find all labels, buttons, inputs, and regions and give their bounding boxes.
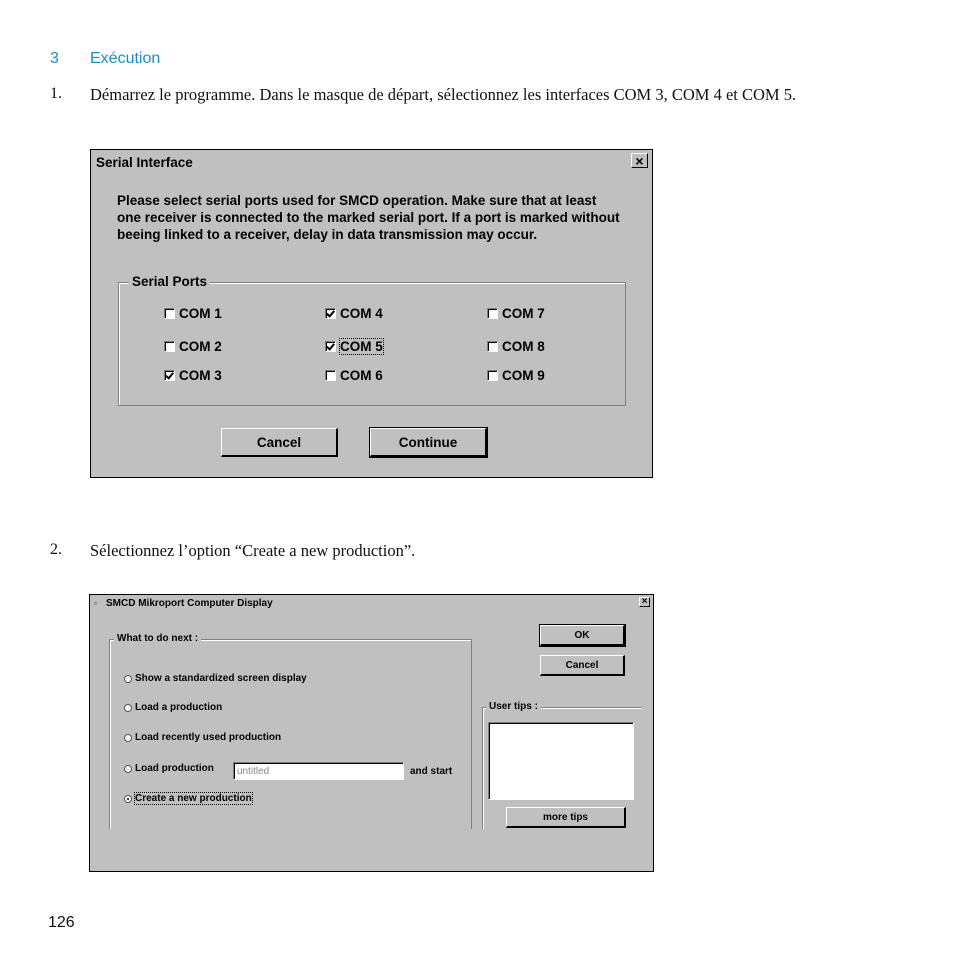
radio-label: Create a new production xyxy=(135,793,252,804)
dialog-title: SMCD Mikroport Computer Display xyxy=(106,597,273,609)
smcd-dialog xyxy=(89,594,654,872)
checkbox-label: COM 1 xyxy=(179,306,222,321)
step-text-2: Sélectionnez l’option “Create a new production”. xyxy=(90,541,416,560)
checkbox-label: COM 9 xyxy=(502,368,545,383)
step-number-1: 1. xyxy=(50,85,62,102)
dialog-message: Please select serial ports used for SMCD operation. Make sure that at least one receiver is connected to the marked serial port. If a port is marked without beeing linked to a receiver, delay in data transmission may occur. xyxy=(117,193,620,242)
radio-dot xyxy=(124,734,132,742)
radio-dot xyxy=(124,704,132,712)
checkbox-box xyxy=(164,308,175,319)
checkbox-label: COM 3 xyxy=(179,368,222,383)
close-icon: × xyxy=(641,596,648,607)
com-9-checkbox[interactable] xyxy=(487,368,545,383)
com-5-checkbox[interactable] xyxy=(325,339,383,354)
checkbox-box xyxy=(487,308,498,319)
page-number: 126 xyxy=(48,914,75,931)
close-icon: × xyxy=(635,152,644,169)
radio-load-production[interactable] xyxy=(124,702,222,713)
radio-load-recent-production[interactable] xyxy=(124,732,281,743)
checkbox-checked-icon xyxy=(164,370,175,381)
serial-interface-dialog xyxy=(90,149,653,478)
dialog-title-bar xyxy=(93,152,650,172)
close-button[interactable] xyxy=(639,597,650,607)
user-tips-label: User tips : xyxy=(486,701,541,712)
com-6-checkbox[interactable] xyxy=(325,368,383,383)
checkbox-box xyxy=(325,370,336,381)
cancel-button[interactable]: Cancel xyxy=(221,428,338,457)
step-text-1: Démarrez le programme. Dans le masque de départ, sélectionnez les interfaces COM 3, COM 4 et COM 5. xyxy=(90,85,797,104)
continue-button[interactable]: Continue xyxy=(370,428,487,457)
section-title: Exécution xyxy=(90,50,161,67)
com-8-checkbox[interactable] xyxy=(487,339,545,354)
radio-selected-dot xyxy=(124,795,132,803)
radio-label: Load production xyxy=(135,763,214,774)
dialog-title-bar xyxy=(92,597,651,609)
checkbox-box xyxy=(164,341,175,352)
radio-show-standardized-display[interactable] xyxy=(124,673,307,684)
dialog-title: Serial Interface xyxy=(96,154,193,170)
checkbox-label: COM 8 xyxy=(502,339,545,354)
checkbox-label: COM 2 xyxy=(179,339,222,354)
serial-ports-group-label: Serial Ports xyxy=(129,274,210,289)
checkbox-box xyxy=(487,370,498,381)
radio-label: Show a standardized screen display xyxy=(135,673,307,684)
com-7-checkbox[interactable] xyxy=(487,306,545,321)
com-3-checkbox[interactable] xyxy=(164,368,222,383)
close-button[interactable] xyxy=(631,153,648,168)
checkbox-label: COM 5 xyxy=(340,339,383,354)
checkbox-checked-icon xyxy=(325,341,336,352)
app-menu-icon[interactable]: ▫ xyxy=(94,598,97,608)
radio-create-new-production[interactable] xyxy=(124,793,252,804)
what-to-do-next-label: What to do next : xyxy=(114,633,201,644)
radio-label: Load recently used production xyxy=(135,732,282,743)
radio-dot xyxy=(124,765,132,773)
checkbox-checked-icon xyxy=(325,308,336,319)
user-tips-box xyxy=(488,722,634,800)
checkbox-label: COM 4 xyxy=(340,306,383,321)
radio-label: Load a production xyxy=(135,702,223,713)
com-1-checkbox[interactable] xyxy=(164,306,222,321)
and-start-label: and start xyxy=(410,766,453,777)
com-2-checkbox[interactable] xyxy=(164,339,222,354)
section-number: 3 xyxy=(50,50,59,67)
ok-button[interactable]: OK xyxy=(540,625,625,646)
checkbox-label: COM 6 xyxy=(340,368,383,383)
checkbox-label: COM 7 xyxy=(502,306,545,321)
radio-dot xyxy=(124,675,132,683)
cancel-button[interactable]: Cancel xyxy=(540,655,625,676)
radio-load-production-and-start[interactable] xyxy=(124,763,214,774)
more-tips-button[interactable]: more tips xyxy=(506,807,626,828)
checkbox-box xyxy=(487,341,498,352)
production-name-input[interactable] xyxy=(233,762,404,780)
step-number-2: 2. xyxy=(50,541,62,558)
com-4-checkbox[interactable] xyxy=(325,306,383,321)
